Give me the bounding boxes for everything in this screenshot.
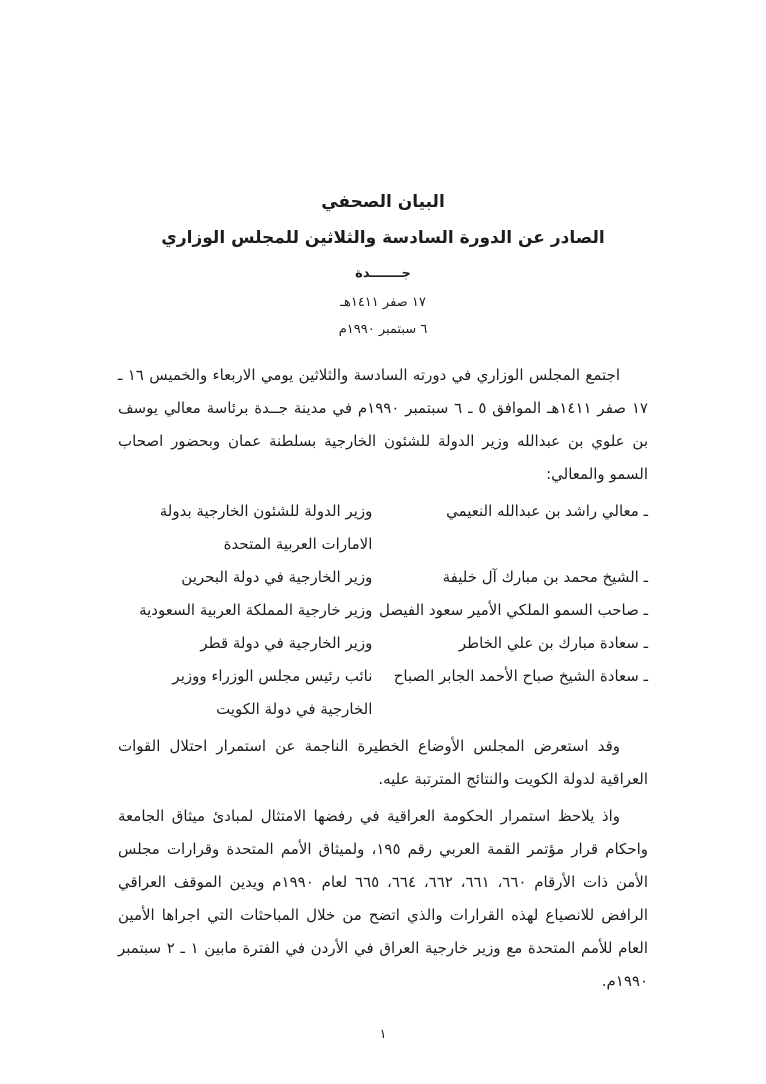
document-subtitle: الصادر عن الدورة السادسة والثلاثين للمجلس الوزاري (161, 228, 605, 248)
city-label: جـــــــدة (355, 266, 411, 281)
date-hijri: ١٧ صفر ١٤١١هـ (340, 295, 426, 310)
intro-paragraph: اجتمع المجلس الوزاري في دورته السادسة والثلاثين يومي الاربعاء والخميس ١٦ ـ ١٧ صفر ١٤١١هـ الموافق ٥ ـ ٦ سبتمبر ١٩٩٠م في مدينة جــدة برئاسة معالي يوسف بن علوي بن عبدالله وزير الدولة للشئون الخارجية بسلطنة عمان وبحضور اصحاب السمو والمعالي: (118, 366, 648, 483)
attendee-title: نائب رئيس مجلس الوزراء ووزير الخارجية في دولة الكويت (172, 667, 373, 718)
attendee-title: وزير الخارجية في دولة البحرين (181, 568, 373, 586)
document-header (118, 192, 648, 337)
body-paragraph: واذ يلاحظ استمرار الحكومة العراقية في رفضها الامتثال لمبادئ ميثاق الجامعة واحكام قرار مؤتمر القمة العربي رقم ١٩٥، ولميثاق الأمم المتحدة وقرارات مجلس الأمن ذات الأرقام ٦٦٠، ٦٦١، ٦٦٢، ٦٦٤، ٦٦٥ لعام ١٩٩٠م ويدين الموقف العراقي الرافض للانصياع لهذه القرارات والذي اتضح من خلال المباحثات التي اجراها الأمين العام للأمم المتحدة مع وزير خارجية العراق في الأردن في الفترة مابين ١ ـ ٢ سبتمبر ١٩٩٠م. (118, 807, 649, 990)
attendees-list (118, 495, 648, 726)
attendee-row (118, 594, 648, 627)
document-body (118, 359, 648, 998)
body-paragraph: وقد استعرض المجلس الأوضاع الخطيرة الناجمة عن استمرار احتلال القوات العراقية لدولة الكويت والنتائج المترتبة عليه. (118, 737, 648, 788)
attendee-title: وزير الخارجية في دولة قطر (200, 634, 373, 652)
attendee-name: ـ سعادة مبارك بن علي الخاطر (458, 634, 648, 652)
attendee-row (118, 495, 648, 561)
attendee-row (118, 561, 648, 594)
attendee-title: وزير الدولة للشئون الخارجية بدولة الامارات العربية المتحدة (159, 502, 373, 553)
attendee-name: ـ سعادة الشيخ صباح الأحمد الجابر الصباح (393, 667, 648, 685)
attendee-name: ـ الشيخ محمد بن مبارك آل خليفة (442, 568, 648, 586)
document-title: البيان الصحفي (321, 192, 445, 212)
page-number: ١ (379, 1027, 387, 1042)
attendee-name: ـ صاحب السمو الملكي الأمير سعود الفيصل (378, 601, 648, 619)
attendee-name: ـ معالي راشد بن عبدالله النعيمي (446, 502, 648, 520)
attendee-title: وزير خارجية المملكة العربية السعودية (139, 601, 373, 619)
date-gregorian: ٦ سبتمبر ١٩٩٠م (338, 322, 428, 337)
attendee-row (118, 660, 648, 726)
attendee-row (118, 627, 648, 660)
